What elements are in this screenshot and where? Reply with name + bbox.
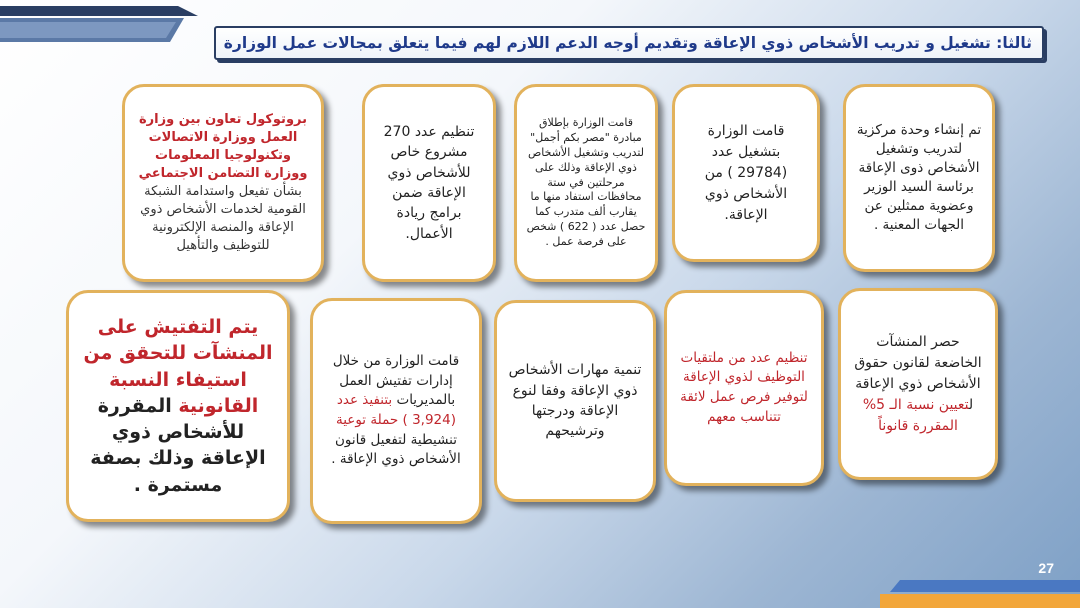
campaigns-text-part3: تنشيطية لتفعيل قانون الأشخاص ذوي الإعاقة . (331, 431, 461, 468)
card-employment-count-text: قامت الوزارة بتشغيل عدد (29784 ) من الأشخاص ذوي الإعاقة. (704, 122, 788, 223)
quota-text-part2: تعيين نسبة الـ 5% المقررة قانوناً (862, 396, 969, 434)
protocol-purpose-text: بشأن تفيعل واستدامة الشبكة القومية لخدمات الأشخاص ذوي الإعاقة والمنصة الإلكترونية للتوظيف والتأهيل (140, 184, 306, 253)
card-central-unit (843, 84, 995, 272)
card-cooperation-protocol (122, 84, 324, 282)
card-awareness-campaigns (310, 298, 482, 524)
card-entrepreneurship-projects-text: تنظيم عدد 270 مشروع خاص للأشخاص ذوي الإعاقة ضمن برامج ريادة الأعمال. (383, 124, 475, 242)
card-entrepreneurship-projects (362, 84, 496, 282)
employment-forums-text: تنظيم عدد من ملتقيات التوظيف لذوي الإعاقة لتوفير فرص عمل لائقة تتناسب معهم (680, 349, 808, 425)
page-number: 27 (1038, 560, 1054, 576)
campaigns-text-part2: بتنفيذ عدد (3,924 ) حملة توعية (335, 392, 457, 428)
card-establishment-inspection (66, 290, 290, 522)
card-skills-development (494, 300, 656, 502)
skills-development-text: تنمية مهارات الأشخاص ذوي الإعاقة وفقا لنوع الإعاقة ودرجتها وترشيحهم (508, 362, 642, 440)
campaigns-text-part1: قامت الوزارة من خلال إدارات تفتيش العمل بالمديريات (332, 353, 460, 409)
footer-ribbon-decoration (880, 580, 1080, 608)
card-employment-forums (664, 290, 824, 486)
inspection-text-part1: يتم التفتيش على المنشآت للتحقق من استيفاء النسبة القانونية (83, 316, 273, 417)
card-misr-initiative (514, 84, 658, 282)
card-central-unit-text: تم إنشاء وحدة مركزية لتدريب وتشغيل الأشخاص ذوى الإعاقة برئاسة السيد الوزير وعضوية ممثلين عن الجهات المعنية . (856, 121, 982, 234)
inspection-text-part2: المقررة للأشخاص ذوي الإعاقة وذلك بصفة مستمرة . (90, 394, 266, 496)
card-quota-registry (838, 288, 998, 480)
card-employment-count (672, 84, 820, 262)
quota-text-part1: حصر المنشآت الخاضعة لقانون حقوق الأشخاص ذوي الإعاقة ل (854, 333, 982, 413)
card-misr-initiative-text: قامت الوزارة بإطلاق مبادرة "مصر بكم أجمل" لتدريب وتشغيل الأشخاص ذوي الإعاقة وذلك على مرحلتين في ستة محافظات استفاد منها ما يقارب ألف متدرب كما حصل عدد ( 622 ) شخص على فرصة عمل . (526, 116, 646, 248)
section-title: ثالثا: تشغيل و تدريب الأشخاص ذوي الإعاقة وتقديم أوجه الدعم اللازم لهم فيما يتعلق بمجالات عمل الوزارة (223, 34, 1032, 52)
header-ribbon-decoration (0, 4, 198, 44)
protocol-parties-text: بروتوكول تعاون بين وزارة العمل ووزارة الاتصالات وتكنولوجيا المعلومات ووزارة التضامن الاجتماعي (138, 112, 308, 182)
section-title-bar (214, 26, 1044, 60)
